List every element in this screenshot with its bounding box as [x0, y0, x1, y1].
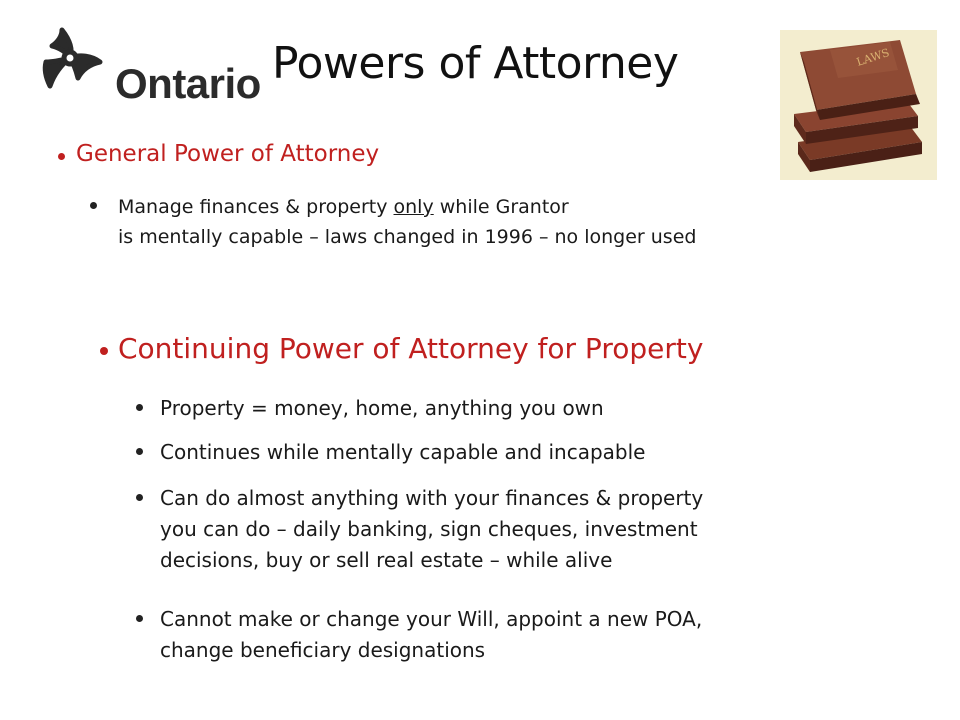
list-item-line: Cannot make or change your Will, appoint a new POA, [160, 607, 703, 631]
list-item-line: decisions, buy or sell real estate – while alive [160, 548, 613, 572]
bullet-icon [136, 448, 143, 455]
list-item-line: Manage finances & property only while Grantor [118, 196, 569, 218]
section-heading: Continuing Power of Attorney for Property [118, 332, 704, 365]
bullet-icon [100, 347, 108, 355]
list-item: Property = money, home, anything you own [160, 396, 604, 420]
list-item-line: you can do – daily banking, sign cheques, investment [160, 517, 698, 541]
bullet-icon [58, 153, 65, 160]
law-books-image [780, 30, 937, 180]
bullet-icon [136, 494, 143, 501]
bullet-icon [90, 202, 97, 209]
list-item-line: Can do almost anything with your finances & property [160, 486, 704, 510]
bullet-icon [136, 615, 143, 622]
logo-text: Ontario [115, 60, 261, 107]
list-item [160, 604, 702, 666]
list-item-line: is mentally capable – laws changed in 1996 – no longer used [118, 226, 697, 248]
section-heading: General Power of Attorney [76, 141, 380, 167]
ontario-logo [40, 22, 265, 107]
book-spine-text: LAWS [854, 46, 891, 69]
list-item [160, 483, 703, 576]
list-item-line: change beneficiary designations [160, 638, 486, 662]
list-item [118, 192, 696, 252]
list-item: Continues while mentally capable and incapable [160, 440, 646, 464]
slide-title: Powers of Attorney [272, 38, 679, 89]
bullet-icon [136, 404, 143, 411]
underlined-word: only [393, 196, 434, 218]
